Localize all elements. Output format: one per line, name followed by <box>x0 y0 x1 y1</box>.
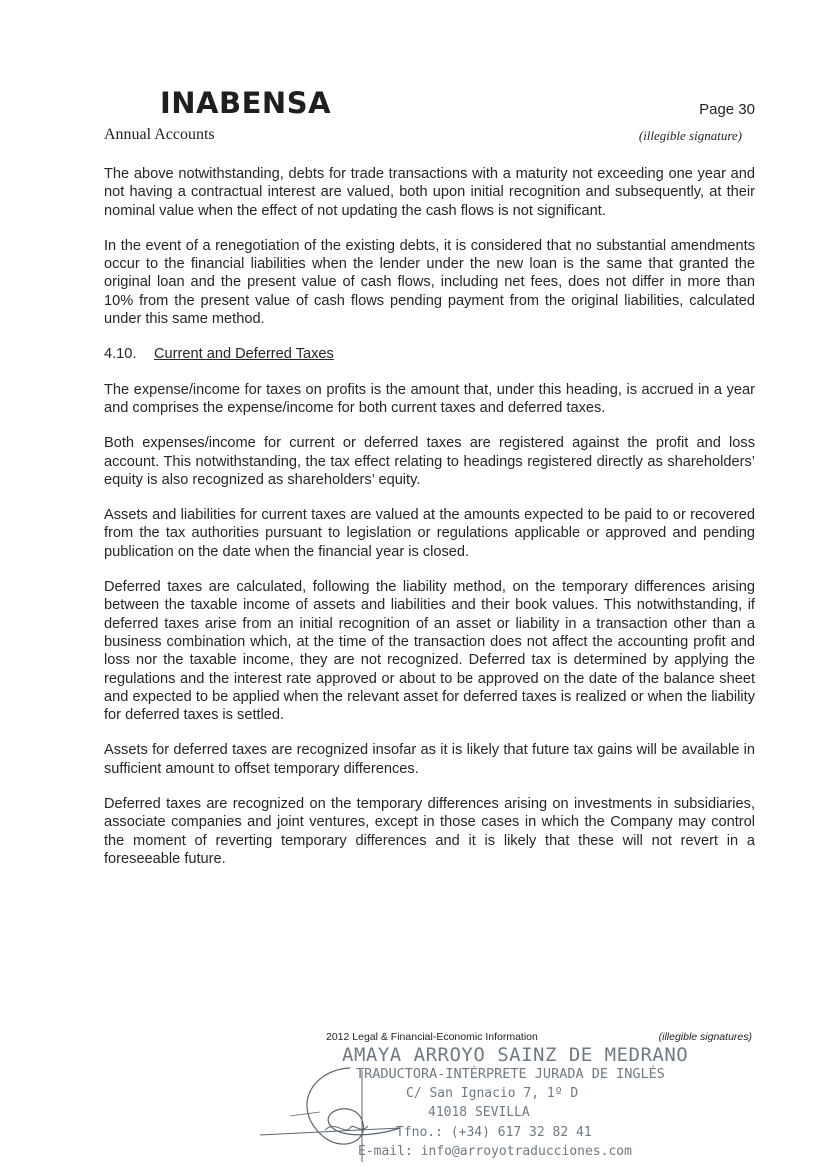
document-subtitle: Annual Accounts <box>104 126 215 143</box>
section-number: 4.10. <box>104 346 137 363</box>
footer-signatures-note: (illegible signatures) <box>658 1031 752 1043</box>
section-title: Current and Deferred Taxes <box>154 346 334 363</box>
footer-info: 2012 Legal & Financial-Economic Information <box>326 1031 538 1043</box>
stamp-name: AMAYA ARROYO SAINZ DE MEDRANO <box>342 1044 689 1066</box>
paragraph: In the event of a renegotiation of the existing debts, it is considered that no substantial amendments occur to the financial liabilities when the lender under the new loan is the same that granted the original loan and the present value of cash flows, including net fees, does not differ in more than 10% from the present value of cash flows pending payment from the original liabilities, calculated under this same method. <box>104 237 755 328</box>
paragraph: The expense/income for taxes on profits is the amount that, under this heading, is accrued in a year and comprises the expense/income for both current taxes and deferred taxes. <box>104 381 755 416</box>
stamp-city: 41018 SEVILLA <box>428 1105 530 1120</box>
stamp-address: C/ San Ignacio 7, 1º D <box>406 1086 579 1101</box>
paragraph: The above notwithstanding, debts for trade transactions with a maturity not exceeding one year and not having a contractual interest are valued, both upon initial recognition and subsequently, at their nominal value when the effect of not updating the cash flows is not significant. <box>104 166 755 219</box>
section-heading <box>104 345 755 363</box>
stamp-email: E-mail: info@arroyotraducciones.com <box>358 1144 632 1159</box>
paragraph: Assets for deferred taxes are recognized insofar as it is likely that future tax gains will be available in sufficient amount to offset temporary differences. <box>104 742 755 777</box>
paragraph: Both expenses/income for current or deferred taxes are registered against the profit and loss account. This notwithstanding, the tax effect relating to headings registered directly as shareholders’ equity is also recognized as shareholders’ equity. <box>104 435 755 488</box>
header-signature-note: (illegible signature) <box>638 128 742 143</box>
paragraph: Deferred taxes are calculated, following the liability method, on the temporary differences arising between the taxable income of assets and liabilities and their book values. This notwithstanding, if deferred taxes arise from an initial recognition of an asset or liability in a transaction other than a business combination which, at the time of the transaction does not affect the accounting profit and loss nor the taxable income, they are not recognized. Deferred tax is determined by applying the regulations and the interest rate approved or about to be approved on the date of the balance sheet and expected to be applied when the relevant asset for deferred taxes is realized or when the liability for deferred taxes is settled. <box>104 579 755 724</box>
document-body <box>104 165 755 885</box>
page-number: Page 30 <box>699 101 755 118</box>
stamp-phone: Tfno.: (+34) 617 32 82 41 <box>396 1125 592 1140</box>
translator-stamp <box>250 1040 689 1165</box>
paragraph: Deferred taxes are recognized on the temporary differences arising on investments in subsidiaries, associate companies and joint ventures, except in those cases in which the Company may control the moment of reverting temporary differences and it is likely that these will not revert in a foreseeable future. <box>104 796 755 867</box>
stamp-role: TRADUCTORA-INTÉRPRETE JURADA DE INGLÉS <box>356 1066 665 1082</box>
company-logo: INABENSA <box>160 86 332 120</box>
paragraph: Assets and liabilities for current taxes are valued at the amounts expected to be paid to or recovered from the tax authorities pursuant to legislation or regulations applicable or approved and pending publication on the date when the financial year is closed. <box>104 507 755 560</box>
